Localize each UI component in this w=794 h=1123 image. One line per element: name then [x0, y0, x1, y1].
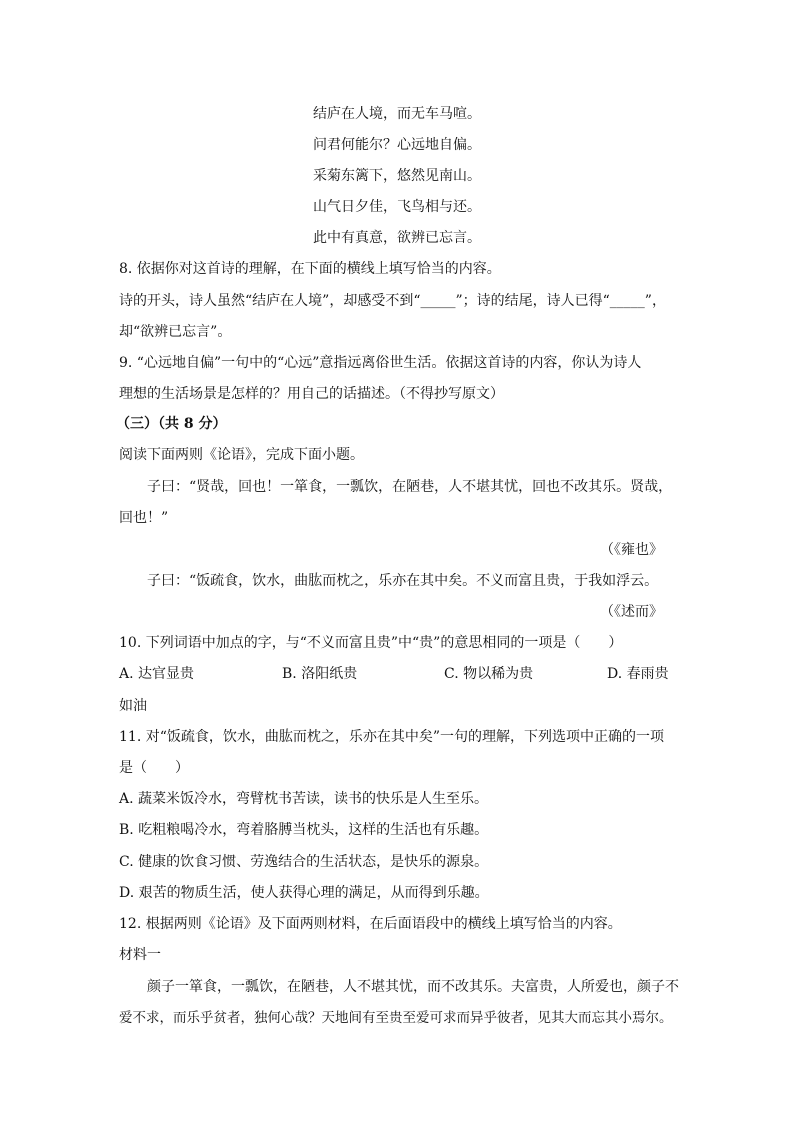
- option-b: B. 吃粗粮喝冷水，弯着胳膊当枕头，这样的生活也有乐趣。: [119, 822, 489, 838]
- question-9-stem: 9. “心远地自偏”一句中的“心远”意指远离俗世生活。依据这首诗的内容，你认为诗人: [119, 355, 642, 371]
- material-text-continued: 爱不求，而乐乎贫者，独何心哉？天地间有至贵至爱可求而异乎彼者，见其大而忘其小焉尔。: [119, 1010, 673, 1026]
- analects-passage-1-continued: 回也！”: [119, 510, 169, 526]
- question-11-stem: 11. 对“饭疏食，饮水，曲肱而枕之，乐亦在其中矣”一句的理解，下列选项中正确的一项: [119, 729, 665, 745]
- section-heading: （三）（共 8 分）: [116, 416, 227, 432]
- question-8-text-continued: 却“欲辨已忘言”。: [119, 324, 232, 340]
- question-9-stem-continued: 理想的生活场景是怎样的？用自己的话描述。（不得抄写原文）: [119, 386, 504, 402]
- question-8-text: 诗的开头，诗人虽然“结庐在人境”，却感受不到“_____”；诗的结尾，诗人已得“_____”，: [119, 293, 666, 309]
- question-12-stem: 12. 根据两则《论语》及下面两则材料，在后面语段中的横线上填写恰当的内容。: [119, 916, 622, 932]
- option-c: C. 物以稀为贵: [444, 666, 534, 682]
- poem-line: 结庐在人境，而无车马喧。: [313, 106, 481, 122]
- poem-line: 采菊东篱下，悠然见南山。: [313, 168, 481, 184]
- option-a: A. 蔬菜米饭冷水，弯臂枕书苦读，读书的快乐是人生至乐。: [119, 791, 489, 807]
- material-text: 颜子一箪食，一瓢饮，在陋巷，人不堪其忧，而不改其乐。夫富贵，人所爱也，颜子不: [147, 979, 679, 995]
- analects-passage-2: 子曰：“饭疏食，饮水，曲肱而枕之，乐亦在其中矣。不义而富且贵，于我如浮云。: [147, 573, 659, 589]
- option-c: C. 健康的饮食习惯、劳逸结合的生活状态，是快乐的源泉。: [119, 854, 489, 870]
- material-label: 材料一: [119, 947, 161, 963]
- question-8-stem: 8. 依据你对这首诗的理解，在下面的横线上填写恰当的内容。: [119, 261, 501, 277]
- analects-passage-1: 子曰：“贤哉，回也！一箪食，一瓢饮，在陋巷，人不堪其忧，回也不改其乐。贤哉，: [147, 479, 673, 495]
- question-11-stem-continued: 是（ ）: [119, 760, 189, 776]
- option-d-continued: 如油: [119, 698, 147, 714]
- passage-source: （《雍也》: [600, 542, 663, 558]
- poem-line: 山气日夕佳，飞鸟相与还。: [313, 199, 481, 215]
- option-a: A. 达官显贵: [119, 666, 195, 682]
- question-10-stem: 10. 下列词语中加点的字，与“不义而富且贵”中“贵”的意思相同的一项是（ ）: [119, 635, 623, 651]
- option-d: D. 春雨贵: [607, 666, 669, 682]
- section-intro: 阅读下面两则《论语》，完成下面小题。: [119, 447, 364, 463]
- option-d: D. 艰苦的物质生活，使人获得心理的满足，从而得到乐趣。: [119, 885, 489, 901]
- poem-line: 此中有真意，欲辨已忘言。: [313, 230, 481, 246]
- option-b: B. 洛阳纸贵: [282, 666, 358, 682]
- poem-line: 问君何能尔？心远地自偏。: [313, 137, 481, 153]
- passage-source: （《述而》: [600, 604, 663, 620]
